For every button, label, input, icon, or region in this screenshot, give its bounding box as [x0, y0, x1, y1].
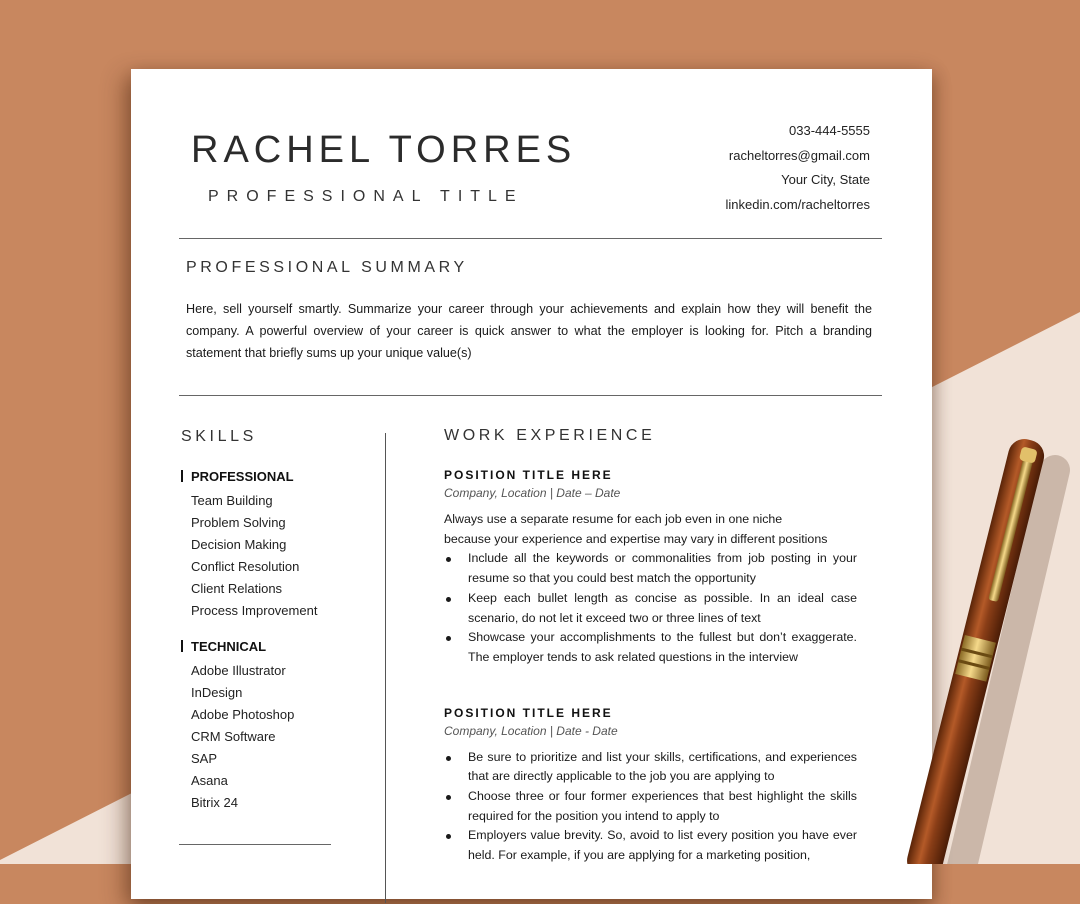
job-bullet: Be sure to prioritize and list your skills, certifications, and experiences that are directly applicable to the job you are applying to: [444, 748, 857, 787]
job-meta: Company, Location | Date - Date: [444, 723, 618, 738]
skill-item: Problem Solving: [191, 514, 286, 530]
skill-item: Bitrix 24: [191, 794, 238, 810]
skill-item: Client Relations: [191, 580, 283, 596]
skills-professional-label: PROFESSIONAL: [191, 469, 294, 484]
job-bullet: Choose three or four former experiences that best highlight the skills required for the position you intend to apply to: [444, 787, 857, 826]
skill-item: CRM Software: [191, 729, 276, 745]
skill-item: Adobe Illustrator: [191, 663, 286, 679]
resume-name: RACHEL TORRES: [191, 129, 577, 171]
summary-heading: PROFESSIONAL SUMMARY: [186, 259, 468, 276]
skill-item: Conflict Resolution: [191, 558, 300, 574]
job-intro-line: Always use a separate resume for each job even in one niche: [444, 512, 783, 526]
skill-item: InDesign: [191, 685, 243, 701]
email-address: racheltorres@gmail.com: [728, 147, 870, 163]
skill-item: Process Improvement: [191, 602, 318, 618]
summary-text: Here, sell yourself smartly. Summarize your career through your achievements and explain how they will benefit the company. A powerful overview of your career is quick answer to what the employer is looking for. Pitch a branding statement that briefly sums up your unique value(s): [186, 302, 872, 360]
job-bullet: Keep each bullet length as concise as possible. In an ideal case scenario, do not let it exceed two or three lines of text: [444, 589, 857, 628]
job-bullet: Include all the keywords or commonalities from job posting in your resume so that you could best match the opportunity: [444, 549, 857, 588]
job-bullet: Employers value brevity. So, avoid to list every position you have ever held. For example, if you are applying for a marketing position,: [444, 826, 857, 865]
job-title: POSITION TITLE HERE: [444, 705, 613, 720]
work-experience-heading: WORK EXPERIENCE: [444, 427, 656, 444]
skill-item: Adobe Photoshop: [191, 707, 295, 723]
phone-number: 033-444-5555: [789, 123, 870, 138]
skill-item: Team Building: [191, 493, 273, 508]
job-meta: Company, Location | Date – Date: [444, 486, 621, 500]
professional-title: PROFESSIONAL TITLE: [208, 188, 524, 205]
skill-item: Decision Making: [191, 536, 287, 552]
job-bullet: Showcase your accomplishments to the fullest but don’t exaggerate. The employer tends to ask related questions in the interview: [444, 628, 857, 667]
linkedin-url: linkedin.com/racheltorres: [725, 197, 870, 213]
skills-heading: SKILLS: [181, 428, 257, 445]
location: Your City, State: [781, 172, 870, 188]
job-intro-line: because your experience and expertise may vary in different positions: [444, 531, 828, 546]
skills-technical-label: TECHNICAL: [191, 639, 267, 655]
skill-item: SAP: [191, 751, 218, 767]
job-title: POSITION TITLE HERE: [444, 468, 613, 482]
skill-item: Asana: [191, 772, 228, 788]
